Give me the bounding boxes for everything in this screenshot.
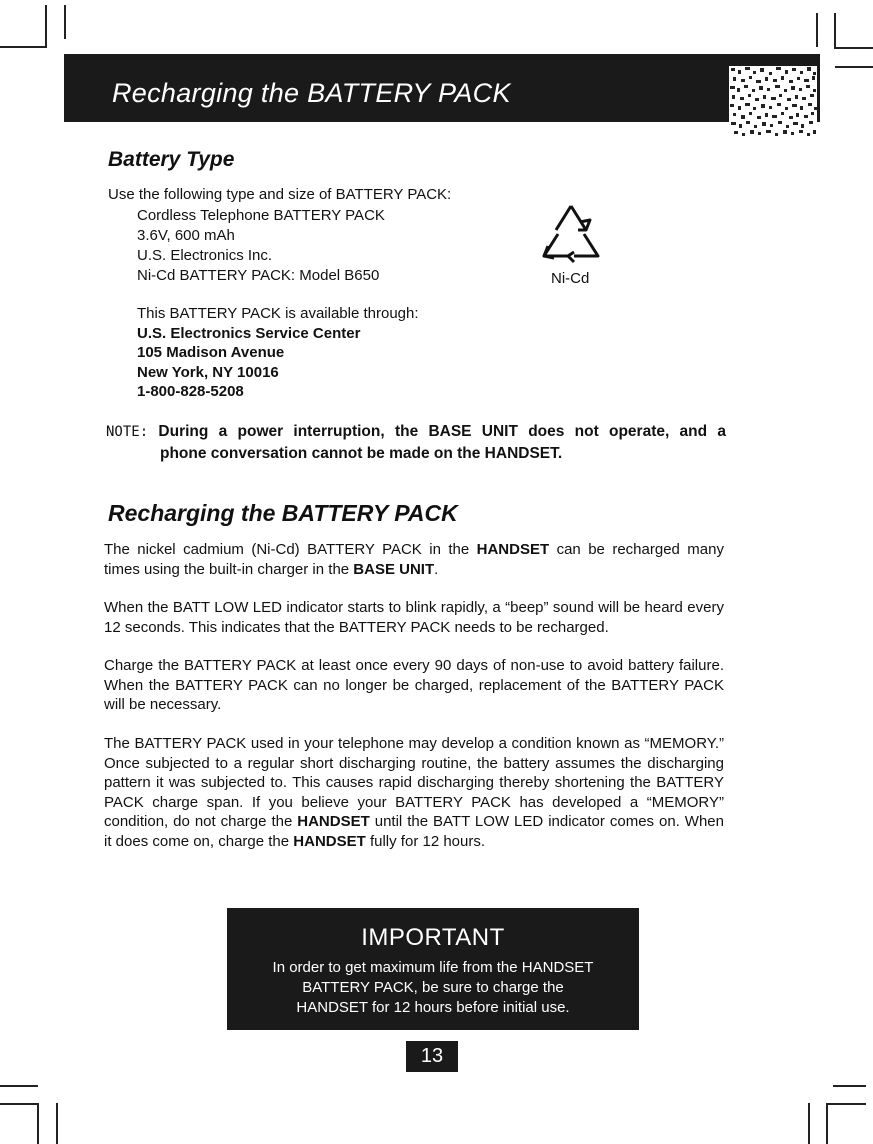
spec-line: 3.6V, 600 mAh <box>137 227 235 244</box>
note-label: NOTE: <box>106 424 149 440</box>
spec-line: Cordless Telephone BATTERY PACK <box>137 207 385 224</box>
service-line: U.S. Electronics Service Center <box>137 325 361 342</box>
service-line: 1-800-828-5208 <box>137 383 244 400</box>
recharging-paragraph-4: The BATTERY PACK used in your telephone may develop a condition known as “MEMORY.” Once subjected to a regular short discharging routine, the battery assumes the discharging pattern it was subjected to. This causes rapid discharging thereby shortening the BATTERY PACK charge span. If you believe your BATTERY PACK has developed a “MEMORY” condition, do not charge the HANDSET until the BATT LOW LED indicator comes on. When it does come on, charge the HANDSET fully for 12 hours. <box>104 735 724 850</box>
recharging-paragraph-1: The nickel cadmium (Ni-Cd) BATTERY PACK in the HANDSET can be recharged many times using the built-in charger in the BASE UNIT. <box>104 541 724 578</box>
service-line: 105 Madison Avenue <box>137 344 285 361</box>
crop-mark <box>833 1085 866 1087</box>
availability-text: This BATTERY PACK is available through: <box>137 305 419 322</box>
crop-mark <box>834 13 836 49</box>
crop-mark <box>45 5 47 47</box>
recharging-paragraph-3: Charge the BATTERY PACK at least once every 90 days of non-use to avoid battery failure. When the BATTERY PACK can no longer be charged, replacement of the BATTERY PACK will be necessary. <box>104 657 724 713</box>
important-title: IMPORTANT <box>361 924 505 951</box>
crop-mark <box>834 47 873 49</box>
recycle-label: Ni-Cd <box>551 270 590 287</box>
note-line-1: During a power interruption, the BASE UNIT does not operate, and a <box>158 423 726 440</box>
crop-mark <box>808 1103 810 1144</box>
crop-mark <box>835 66 873 68</box>
halftone-pattern <box>729 66 817 138</box>
page-number: 13 <box>406 1041 458 1072</box>
section-heading-battery-type: Battery Type <box>108 148 235 171</box>
note-line-2: phone conversation cannot be made on the HANDSET. <box>160 445 563 462</box>
crop-mark <box>56 1103 58 1144</box>
crop-mark <box>0 1085 38 1087</box>
note-block <box>106 421 726 464</box>
crop-mark <box>37 1103 39 1144</box>
crop-mark <box>826 1103 828 1144</box>
spec-line: Ni-Cd BATTERY PACK: Model B650 <box>137 267 380 284</box>
important-box <box>227 908 639 1030</box>
recycle-icon <box>534 200 608 270</box>
service-line: New York, NY 10016 <box>137 364 279 381</box>
crop-mark <box>0 1103 38 1105</box>
qr-pattern-icon <box>729 66 817 138</box>
header-banner <box>64 54 820 122</box>
crop-mark <box>816 13 818 47</box>
section-heading-recharging: Recharging the BATTERY PACK <box>108 500 458 526</box>
crop-mark <box>0 46 47 48</box>
spec-line: U.S. Electronics Inc. <box>137 247 273 264</box>
page-title: Recharging the BATTERY PACK <box>112 78 511 108</box>
battery-intro: Use the following type and size of BATTERY PACK: <box>108 186 452 203</box>
important-body: In order to get maximum life from the HANDSET BATTERY PACK, be sure to charge the HANDSET for 12 hours before initial use. <box>272 959 594 1016</box>
crop-mark <box>64 5 66 39</box>
recharging-paragraph-2: When the BATT LOW LED indicator starts to blink rapidly, a “beep” sound will be heard every 12 seconds. This indicates that the BATTERY PACK needs to be recharged. <box>104 599 724 636</box>
crop-mark <box>826 1103 866 1105</box>
